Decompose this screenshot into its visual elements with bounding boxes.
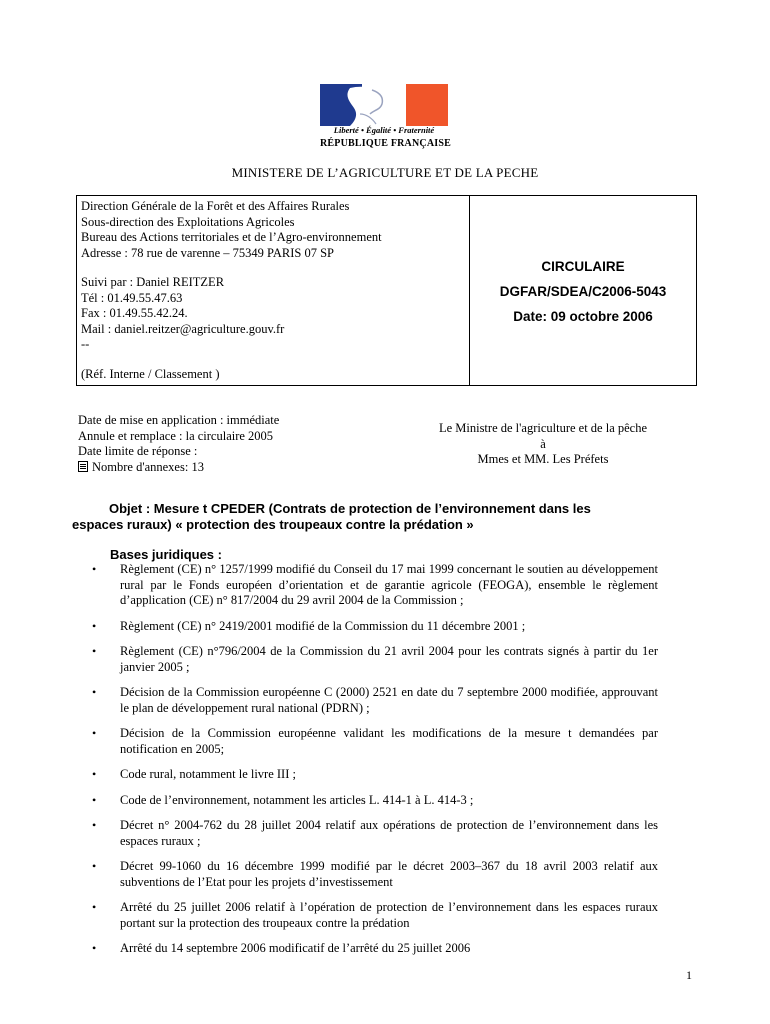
sender-line: Sous-direction des Exploitations Agricoles (81, 214, 295, 229)
application-block (78, 413, 408, 475)
sender-line: Direction Générale de la Forêt et des Affaires Rurales (81, 199, 350, 213)
annexes-line (78, 460, 408, 476)
contact-phone: Tél : 01.49.55.47.63 (81, 290, 183, 305)
list-item: • Code de l’environnement, notamment les articles L. 414-1 à L. 414-3 ; (92, 792, 474, 807)
addressee-a: à (540, 436, 546, 451)
bullet-icon: • (92, 562, 97, 576)
sender-address: Adresse : 78 rue de varenne – 75349 PARIS 07 SP (81, 245, 334, 260)
header-frame (76, 195, 697, 386)
bullet-icon: • (92, 726, 97, 740)
bullet-icon: • (92, 818, 97, 832)
objet-heading (72, 501, 666, 533)
list-item: • Règlement (CE) n°796/2004 de la Commission du 21 avril 2004 pour les contrats signés à partir du 1er janvier 2005 ; (92, 644, 658, 674)
list-item: • Règlement (CE) n° 2419/2001 modifié de la Commission du 11 décembre 2001 ; (92, 618, 526, 633)
replaces-circular: Annule et remplace : la circulaire 2005 (78, 428, 274, 443)
bullet-icon: • (92, 900, 97, 914)
response-deadline: Date limite de réponse : (78, 444, 198, 458)
bullet-icon: • (92, 859, 97, 873)
list-item: • Décision de la Commission européenne validant les modifications de la mesure t demandées par notification en 2005; (92, 726, 658, 756)
list-item: • Décret n° 2004-762 du 28 juillet 2004 relatif aux opérations de protection de l’environnement dans les espaces ruraux ; (92, 818, 658, 848)
contact-mail: Mail : daniel.reitzer@agriculture.gouv.fr (81, 321, 285, 336)
bullet-icon: • (92, 685, 97, 699)
list-item: • Décret 99-1060 du 16 décembre 1999 modifié par le décret 2003–367 du 18 avril 2003 relatif aux subventions de l’Etat pour les projets d’investissement (92, 859, 658, 889)
contact-fax: Fax : 01.49.55.42.24. (81, 306, 188, 320)
application-date: Date de mise en application : immédiate (78, 413, 280, 427)
objet-line-2: espaces ruraux) « protection des troupeaux contre la prédation » (72, 517, 474, 532)
document-icon (78, 461, 88, 472)
bullet-icon: • (92, 767, 97, 781)
sender-block (81, 199, 466, 382)
page-number: 1 (686, 968, 692, 982)
addressee-from: Le Ministre de l'agriculture et de la pêche (438, 421, 648, 435)
circular-title: CIRCULAIRE (541, 259, 625, 274)
list-item: • Règlement (CE) n° 1257/1999 modifié du Conseil du 17 mai 1999 concernant le soutien au développement rural par le Fonds européen d’orientation et de garantie agricole (FEOGA), ensemble le règlement d’application (CE) n° 817/2004 du 29 avril 2004 de la Commission ; (92, 562, 658, 607)
bullet-icon: • (92, 941, 97, 955)
list-item: • Décision de la Commission européenne C (2000) 2521 en date du 7 septembre 2000 modifiée, approuvant le plan de développement rural national (PDRN) ; (92, 685, 658, 715)
bases-title: Bases juridiques : (110, 547, 222, 562)
addressee-block (418, 421, 668, 468)
list-item: • Arrêté du 25 juillet 2006 relatif à l’opération de protection de l’environnement dans les espaces ruraux portant sur la protection des troupeaux contre la prédation (92, 900, 658, 930)
annexes-count: Nombre d'annexes: 13 (92, 459, 204, 474)
contact-separator: -- (81, 337, 90, 351)
republic-name: RÉPUBLIQUE FRANÇAISE (320, 138, 451, 149)
bullet-icon: • (92, 792, 97, 807)
ministry-title: MINISTERE DE L’AGRICULTURE ET DE LA PECHE (231, 165, 539, 180)
addressee-to: Mmes et MM. Les Préfets (477, 452, 609, 466)
list-item: • Code rural, notamment le livre III ; (92, 767, 296, 781)
bullet-icon: • (92, 618, 97, 633)
republic-motto: Liberté • Égalité • Fraternité (333, 125, 435, 135)
bullet-icon: • (92, 644, 97, 658)
list-item: • Arrêté du 14 septembre 2006 modificatif de l’arrêté du 25 juillet 2006 (92, 941, 471, 955)
sender-line: Bureau des Actions territoriales et de l’Agro-environnement (81, 230, 382, 244)
objet-line-1: Objet : Mesure t CPEDER (Contrats de protection de l’environnement dans les (109, 501, 591, 516)
bases-list (92, 562, 658, 967)
circular-block (470, 254, 696, 329)
circular-date: Date: 09 octobre 2006 (513, 309, 653, 324)
circular-number: DGFAR/SDEA/C2006-5043 (499, 284, 667, 299)
internal-reference: (Réf. Interne / Classement ) (81, 366, 220, 381)
contact-name: Suivi par : Daniel REITZER (81, 275, 225, 289)
